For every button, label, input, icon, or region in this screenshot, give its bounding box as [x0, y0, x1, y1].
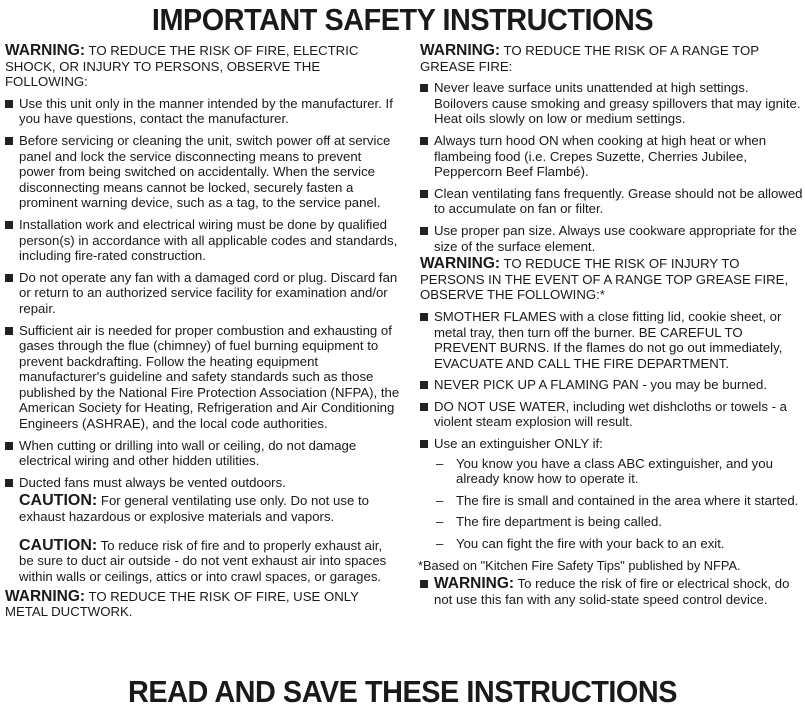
square-bullet-icon: [420, 580, 428, 588]
list-item: [5, 96, 400, 127]
square-bullet-icon: [420, 381, 428, 389]
list-item-text: DO NOT USE WATER, including wet dishcloths or towels - a violent steam explosion will result.: [434, 398, 787, 430]
square-bullet-icon: [420, 440, 428, 448]
square-bullet-icon: [5, 221, 13, 229]
list-item: [5, 217, 400, 264]
warning-text: TO REDUCE THE RISK OF FIRE, ELECTRIC SHOCK, OR INJURY TO PERSONS, OBSERVE THE FOLLOWING:: [5, 43, 359, 90]
list-item: [420, 399, 805, 430]
square-bullet-icon: [5, 100, 13, 108]
warning-text: To reduce the risk of fire or electrical shock, do not use this fan with any solid-state speed control device.: [434, 576, 790, 607]
dash-icon: –: [436, 514, 444, 530]
dash-icon: –: [436, 455, 444, 471]
list-item: [5, 438, 400, 469]
square-bullet-icon: [5, 137, 13, 145]
condition-item: [434, 536, 805, 552]
list-item: [420, 80, 805, 127]
page-title: IMPORTANT SAFETY INSTRUCTIONS: [151, 2, 654, 37]
right-column: [420, 43, 805, 613]
list-item: [5, 475, 400, 491]
list-item-text: SMOTHER FLAMES with a close fitting lid, cookie sheet, or metal tray, then turn off the burner. BE CAREFUL TO PREVENT BURNS. If the flames do not go out immediately, EVACUATE AND CALL THE FIRE DEPARTMENT.: [434, 308, 783, 371]
square-bullet-icon: [420, 190, 428, 198]
list-item-text: Always turn hood ON when cooking at high heat or when flambeing food (i.e. Crepes Suzette, Cherries Jubilee, Peppercorn Beef Flambé).: [434, 132, 767, 180]
list-item: [420, 223, 805, 254]
list-item: [5, 133, 400, 211]
fire-response-list: [420, 309, 805, 552]
list-item: [420, 133, 805, 180]
list-item: [420, 576, 805, 607]
warning-label: WARNING:: [5, 587, 86, 605]
list-item: [420, 309, 805, 371]
warning-fire-shock-injury: [5, 43, 400, 90]
warning-text: TO REDUCE THE RISK OF A RANGE TOP GREASE FIRE:: [420, 43, 759, 74]
warning-injury-grease-fire: [420, 256, 805, 303]
caution-label: CAUTION:: [19, 536, 98, 554]
list-item-text: Use this unit only in the manner intended by the manufacturer. If you have questions, contact the manufacturer.: [19, 95, 393, 127]
square-bullet-icon: [420, 84, 428, 92]
footer-title: READ AND SAVE THESE INSTRUCTIONS: [128, 674, 677, 709]
square-bullet-icon: [420, 403, 428, 411]
square-bullet-icon: [420, 227, 428, 235]
list-item-text: Sufficient air is needed for proper combustion and exhausting of gases through the flue (chimney) of fuel burning equipment to prevent backdrafting. Follow the heating equipment manufacturer's guideline and safety standards such as those published by the National Fire Protection Association (NFPA), the American Society for Heating, Refrigeration and Air Conditioning Engineers (ASHRAE), and the local code authorities.: [19, 322, 400, 432]
warning-text: TO REDUCE THE RISK OF FIRE, USE ONLY METAL DUCTWORK.: [5, 588, 359, 620]
warning-label: WARNING:: [434, 575, 515, 593]
list-item-text: Never leave surface units unattended at high settings. Boilovers cause smoking and greasy spillovers that may ignite. Heat oils slowly on low or medium settings.: [434, 80, 801, 127]
square-bullet-icon: [5, 479, 13, 487]
list-item-text: Ducted fans must always be vented outdoors.: [19, 474, 286, 490]
list-item: [5, 323, 400, 432]
warning-label: WARNING:: [5, 42, 86, 59]
condition-text: The fire department is being called.: [456, 514, 662, 530]
speed-control-warning-list: [420, 576, 805, 607]
square-bullet-icon: [5, 442, 13, 450]
warning-grease-fire: [420, 43, 805, 74]
condition-item: [434, 493, 805, 509]
grease-fire-list: [420, 80, 805, 254]
list-item-text: When cutting or drilling into wall or ceiling, do not damage electrical wiring and other hidden utilities.: [19, 437, 357, 469]
warning-label: WARNING:: [420, 42, 501, 59]
caution-label: CAUTION:: [19, 492, 98, 510]
condition-item: [434, 456, 805, 487]
dash-icon: –: [436, 492, 444, 508]
list-item: [420, 186, 805, 217]
dash-icon: –: [436, 536, 444, 552]
list-item-text: Installation work and electrical wiring must be done by qualified person(s) in accordance with all applicable codes and standards, including fire-rated construction.: [19, 216, 398, 264]
list-item: [420, 377, 805, 393]
list-item: [420, 436, 805, 552]
list-item: [5, 270, 400, 317]
warning-text: TO REDUCE THE RISK OF INJURY TO PERSONS IN THE EVENT OF A RANGE TOP GREASE FIRE, OBSERVE THE FOLLOWING:*: [420, 256, 789, 303]
warning-label: WARNING:: [420, 255, 501, 273]
condition-text: You know you have a class ABC extinguisher, and you already know how to operate it.: [456, 455, 773, 487]
caution-general-use: [5, 493, 400, 524]
square-bullet-icon: [5, 327, 13, 335]
list-item-text: Before servicing or cleaning the unit, switch power off at service panel and lock the service disconnecting means to prevent power from being switched on accidentally. When the service disconnecting means cannot be locked, securely fasten a prominent warning device, such as a tag, to the service panel.: [19, 132, 391, 211]
caution-duct-outside: [5, 538, 400, 585]
list-item-text: Use proper pan size. Always use cookware appropriate for the size of the surface element.: [434, 222, 797, 254]
caution-text: For general ventilating use only. Do not use to exhaust hazardous or explosive materials and vapors.: [19, 493, 369, 525]
condition-text: You can fight the fire with your back to an exit.: [456, 536, 725, 552]
warning-metal-ductwork: [5, 589, 400, 620]
left-column: [5, 43, 400, 626]
square-bullet-icon: [420, 137, 428, 145]
list-item-text: Use an extinguisher ONLY if:: [434, 436, 603, 452]
square-bullet-icon: [5, 274, 13, 282]
condition-item: [434, 514, 805, 530]
square-bullet-icon: [420, 313, 428, 321]
extinguisher-conditions: [434, 456, 805, 552]
footnote: *Based on "Kitchen Fire Safety Tips" published by NFPA.: [418, 557, 741, 573]
condition-text: The fire is small and contained in the area where it started.: [456, 492, 799, 508]
caution-text: To reduce risk of fire and to properly exhaust air, be sure to duct air outside - do not vent exhaust air into spaces within walls or ceilings, attics or into crawl spaces, or garages.: [19, 537, 387, 584]
list-item-text: NEVER PICK UP A FLAMING PAN - you may be burned.: [434, 377, 767, 393]
list-item-text: Do not operate any fan with a damaged cord or plug. Discard fan or return to an authorized service facility for examination and/or repair.: [19, 269, 398, 316]
safety-list: [5, 96, 400, 491]
list-item-text: Clean ventilating fans frequently. Grease should not be allowed to accumulate on fan or filter.: [434, 185, 803, 217]
